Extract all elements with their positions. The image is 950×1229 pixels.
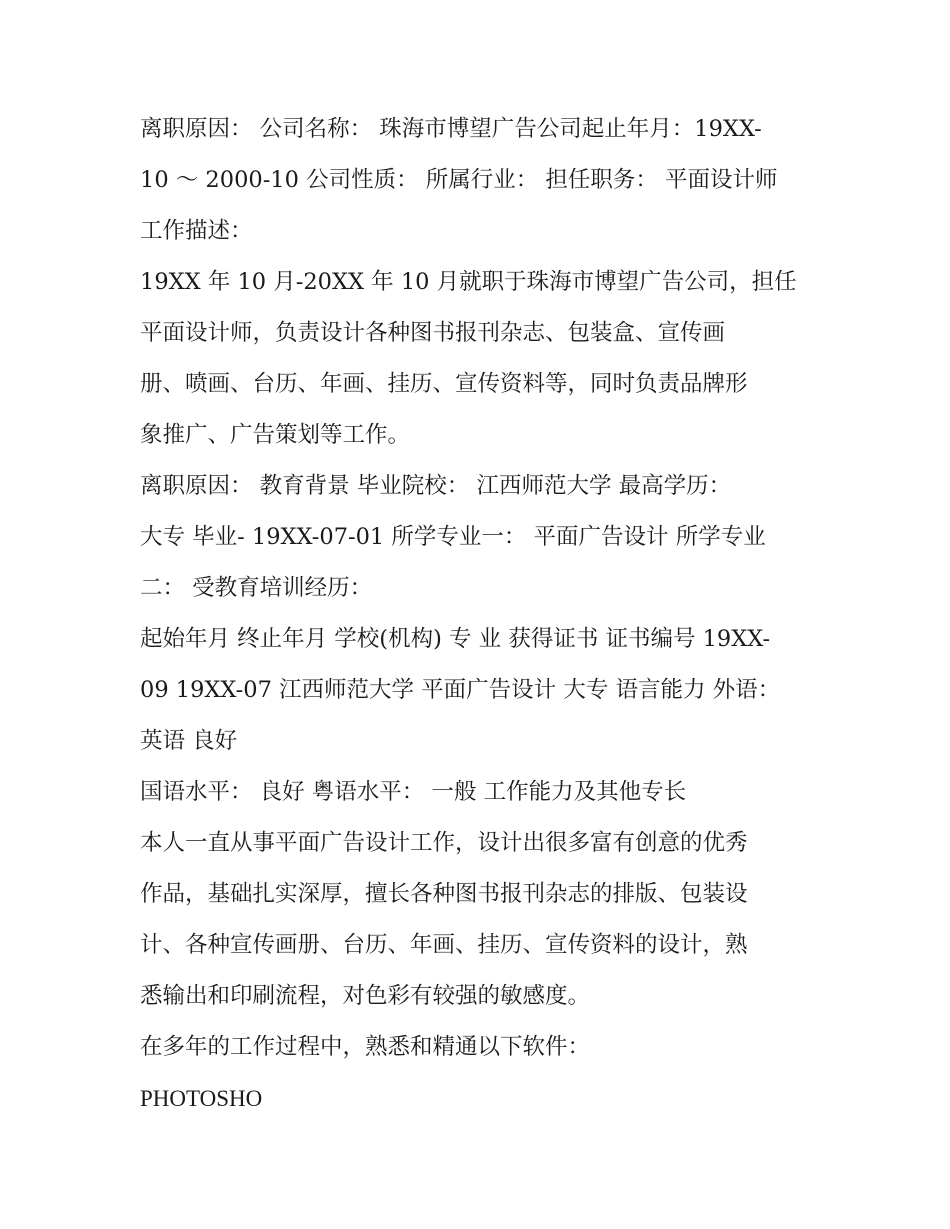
text-line: 册、喷画、台历、年画、挂历、宣传资料等，同时负责品牌形 [140,371,748,397]
text-line: 计、各种宣传画册、台历、年画、挂历、宣传资料的设计，熟 [140,932,748,958]
text-line: PHOTOSHO [140,1086,263,1111]
text-line: 二： 受教育培训经历： [140,575,373,601]
text-line: 起始年月 终止年月 学校(机构) 专 业 获得证书 证书编号 19XX- [140,626,771,652]
text-line: 国语水平： 良好 粤语水平： 一般 工作能力及其他专长 [140,779,687,805]
text-line: 平面设计师，负责设计各种图书报刊杂志、包装盒、宣传画 [140,320,726,346]
text-line: 作品，基础扎实深厚，擅长各种图书报刊杂志的排版、包装设 [140,881,748,907]
text-line: 在多年的工作过程中，熟悉和精通以下软件： [140,1034,591,1060]
text-line: 英语 良好 [140,728,238,754]
document-body [140,104,820,1124]
text-line: 悉输出和印刷流程，对色彩有较强的敏感度。 [140,983,591,1009]
text-line: 大专 毕业- 19XX-07-01 所学专业一： 平面广告设计 所学专业 [140,524,766,550]
text-line: 19XX 年 10 月-20XX 年 10 月就职于珠海市博望广告公司，担任 [140,269,797,295]
text-line: 工作描述： [140,218,253,244]
text-line: 象推广、广告策划等工作。 [140,422,411,448]
text-line: 09 19XX-07 江西师范大学 平面广告设计 大专 语言能力 外语： [140,677,781,703]
text-line: 10 ～ 2000-10 公司性质： 所属行业： 担任职务： 平面设计师 [140,167,778,193]
text-line: 本人一直从事平面广告设计工作，设计出很多富有创意的优秀 [140,830,748,856]
text-line: 离职原因： 教育背景 毕业院校： 江西师范大学 最高学历： [140,473,732,499]
text-line: 离职原因： 公司名称： 珠海市博望广告公司起止年月：19XX- [140,116,762,142]
